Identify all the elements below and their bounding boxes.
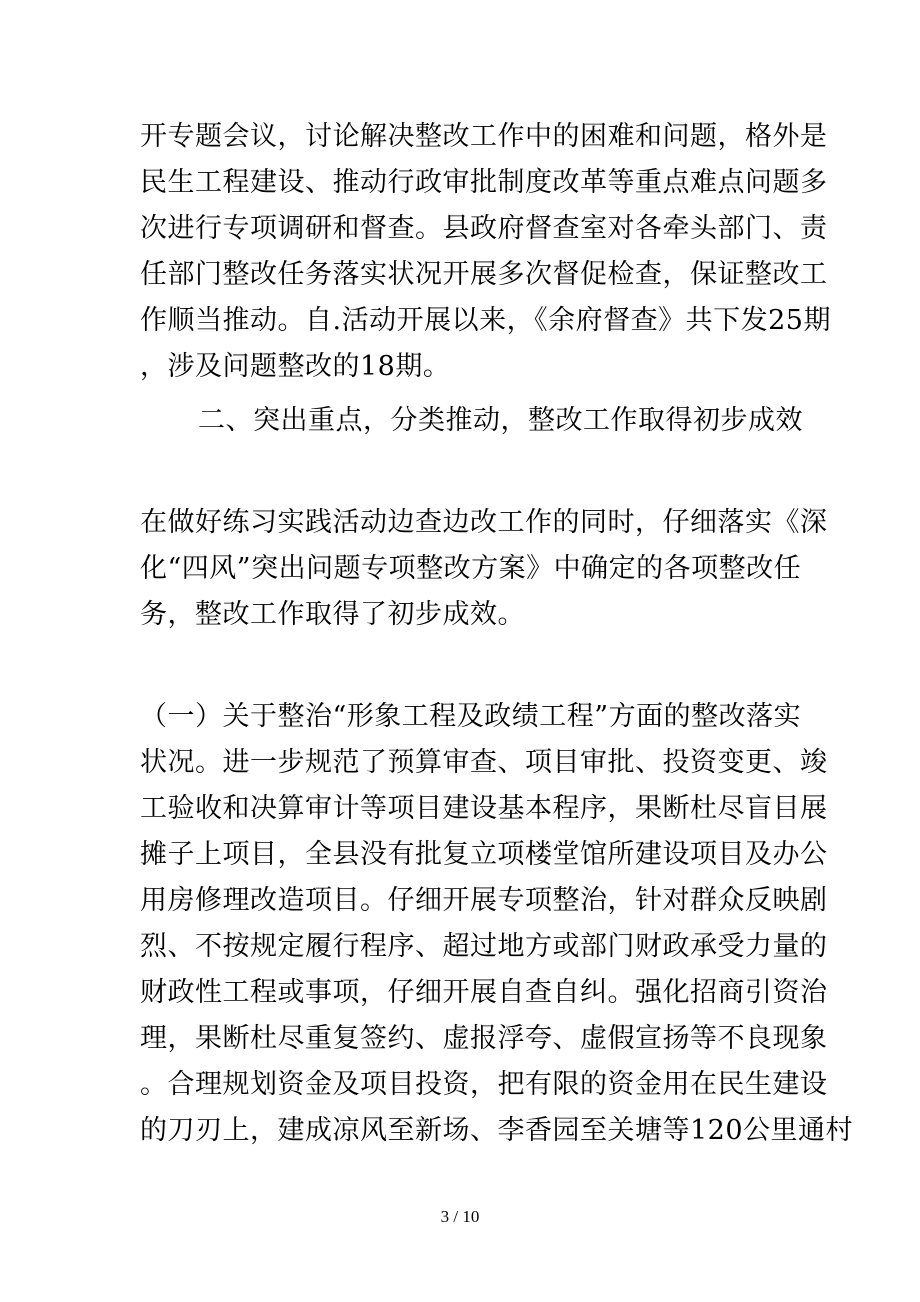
paragraph-3-line-6: 烈、不按规定履行程序、超过地方或部门财政承受力量的 bbox=[140, 931, 828, 962]
paragraph-3-line-5: 用房修理改造项目。仔细开展专项整治，针对群众反映剧 bbox=[140, 885, 828, 916]
paragraph-1-line-5: 作顺当推动。自.活动开展以来，《余府督查》共下发25期 bbox=[140, 305, 831, 336]
paragraph-3-line-1: （一）关于整治“形象工程及政绩工程”方面的整改落实 bbox=[140, 701, 802, 732]
paragraph-3-line-4: 摊子上项目，全县没有批复立项楼堂馆所建设项目及办公 bbox=[140, 839, 828, 870]
paragraph-3-line-3: 工验收和决算审计等项目建设基本程序，果断杜尽盲目展 bbox=[140, 793, 828, 824]
paragraph-3-line-8: 理，果断杜尽重复签约、虚报浮夸、虚假宣扬等不良现象 bbox=[140, 1023, 828, 1054]
paragraph-1-line-4: 任部门整改任务落实状况开展多次督促检查，保证整改工 bbox=[140, 259, 828, 290]
paragraph-1-line-3: 次进行专项调研和督查。县政府督查室对各牵头部门、责 bbox=[140, 213, 828, 244]
paragraph-1-line-1: 开专题会议，讨论解决整改工作中的困难和问题，格外是 bbox=[140, 121, 828, 152]
paragraph-3-line-7: 财政性工程或事项，仔细开展自查自纠。强化招商引资治 bbox=[140, 977, 828, 1008]
page-number: 3 / 10 bbox=[440, 1207, 480, 1226]
section-heading: 二、突出重点，分类推动，整改工作取得初步成效 bbox=[198, 405, 803, 436]
paragraph-2-line-3: 务，整改工作取得了初步成效。 bbox=[140, 599, 525, 630]
paragraph-2-line-1: 在做好练习实践活动边查边改工作的同时，仔细落实《深 bbox=[140, 507, 828, 538]
paragraph-2-line-2: 化“四风”突出问题专项整改方案》中确定的各项整改任 bbox=[140, 553, 802, 584]
paragraph-3-line-9: 。合理规划资金及项目投资，把有限的资金用在民生建设 bbox=[140, 1069, 828, 1100]
paragraph-1-line-2: 民生工程建设、推动行政审批制度改革等重点难点问题多 bbox=[140, 167, 828, 198]
paragraph-3-line-10: 的刀刃上，建成凉风至新场、李香园至关塘等120公里通村 bbox=[140, 1115, 854, 1146]
paragraph-1-line-6: ，涉及问题整改的18期。 bbox=[140, 351, 451, 382]
paragraph-3-line-2: 状况。进一步规范了预算审查、项目审批、投资变更、竣 bbox=[140, 747, 828, 778]
